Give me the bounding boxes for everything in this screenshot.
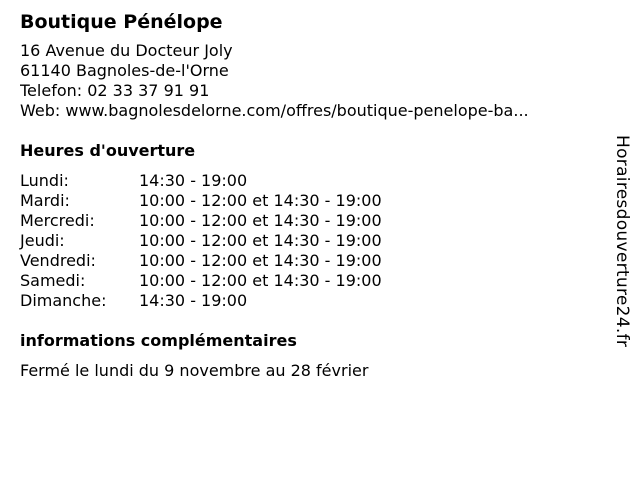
site-watermark: Horairesdouverture24.fr: [612, 135, 632, 348]
hours-time: 14:30 - 19:00: [139, 291, 248, 310]
hours-day: Samedi:: [20, 271, 86, 290]
hours-day: Dimanche:: [20, 291, 107, 310]
hours-heading: Heures d'ouverture: [20, 141, 196, 160]
hours-day: Jeudi:: [20, 231, 65, 250]
info-text: Fermé le lundi du 9 novembre au 28 février: [20, 361, 369, 380]
hours-time: 14:30 - 19:00: [139, 171, 248, 190]
address-line-1: 16 Avenue du Docteur Joly: [20, 41, 233, 60]
hours-row: [20, 171, 600, 191]
hours-row: [20, 191, 600, 211]
business-card: [20, 10, 600, 381]
hours-time: 10:00 - 12:00 et 14:30 - 19:00: [139, 251, 382, 270]
hours-day: Lundi:: [20, 171, 69, 190]
hours-time: 10:00 - 12:00 et 14:30 - 19:00: [139, 211, 382, 230]
hours-table: [20, 171, 600, 311]
hours-row: [20, 251, 600, 271]
hours-time: 10:00 - 12:00 et 14:30 - 19:00: [139, 191, 382, 210]
hours-day: Vendredi:: [20, 251, 96, 270]
hours-row: [20, 211, 600, 231]
business-name: Boutique Pénélope: [20, 11, 223, 33]
hours-day: Mercredi:: [20, 211, 95, 230]
info-heading: informations complémentaires: [20, 331, 297, 350]
address-line-2: 61140 Bagnoles-de-l'Orne: [20, 61, 229, 80]
hours-row: [20, 291, 600, 311]
hours-day: Mardi:: [20, 191, 70, 210]
hours-row: [20, 231, 600, 251]
website-link[interactable]: Web: www.bagnolesdelorne.com/offres/boutique-penelope-ba...: [20, 101, 529, 120]
hours-row: [20, 271, 600, 291]
hours-time: 10:00 - 12:00 et 14:30 - 19:00: [139, 271, 382, 290]
hours-time: 10:00 - 12:00 et 14:30 - 19:00: [139, 231, 382, 250]
phone-number: Telefon: 02 33 37 91 91: [20, 81, 210, 100]
